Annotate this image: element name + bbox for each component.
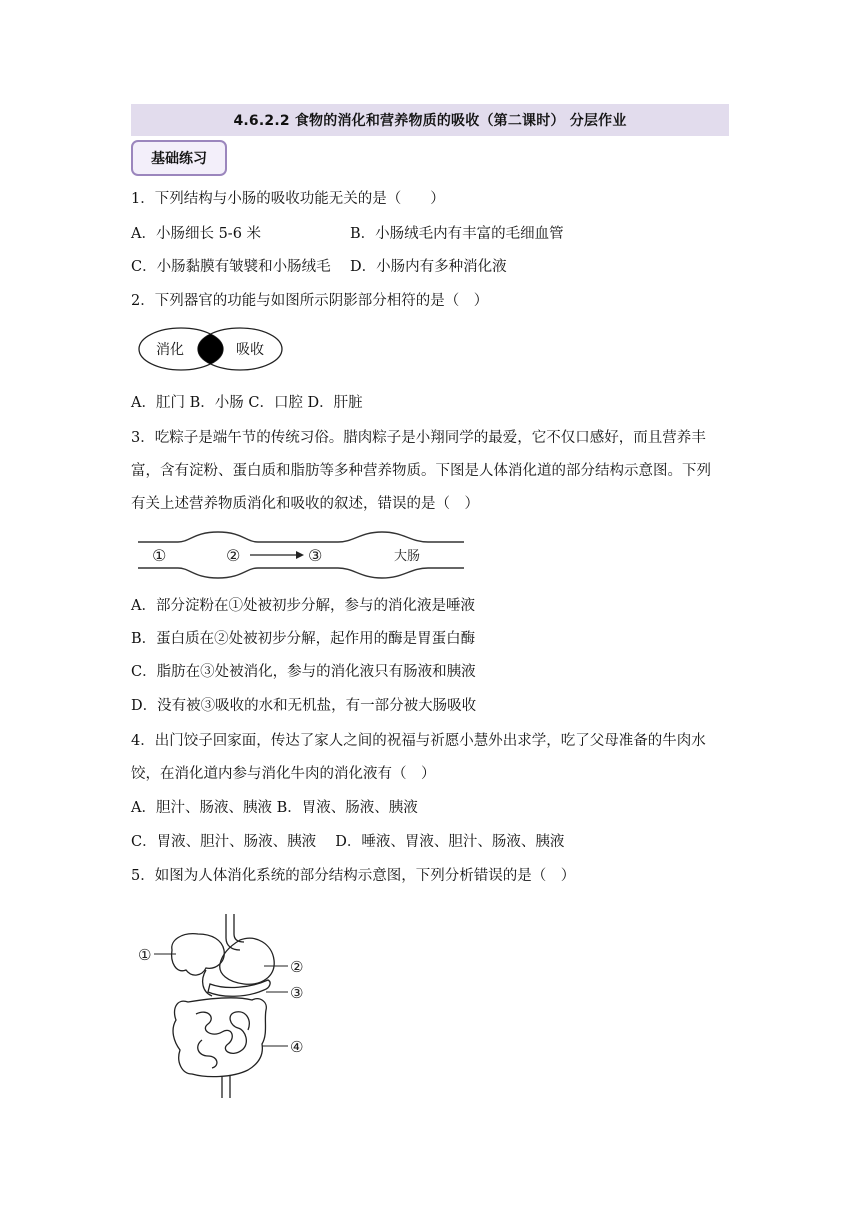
venn-left-label: 消化 [156,342,184,358]
question-3-stem-line-1: 3．吃粽子是端午节的传统习俗。腊肉粽子是小翔同学的最爱，它不仅口感好，而且营养丰 [131,430,706,446]
question-4-stem-line-1: 4．出门饺子回家面，传达了家人之间的祝福与祈愿小慧外出求学，吃了父母准备的牛肉水 [131,733,706,749]
question-2-options: A．肛门 B．小肠 C．口腔 D．肝脏 [131,395,363,411]
pancreas [208,980,270,996]
small-intestine [196,1012,249,1068]
organ-label-2: ② [290,958,304,976]
venn-diagram [138,326,284,372]
organ-label-3: ③ [290,984,304,1002]
tract-lower-outline [138,568,464,578]
question-3-option-b: B．蛋白质在②处被初步分解，起作用的酶是胃蛋白酶 [131,631,476,647]
question-3-option-d: D．没有被③吸收的水和无机盐，有一部分被大肠吸收 [131,698,477,714]
flow-arrowhead [296,551,304,559]
tract-label-1: ① [152,546,167,565]
question-3-option-c: C．脂肪在③处被消化，参与的消化液只有肠液和胰液 [131,664,476,680]
digestive-tract-diagram [138,530,464,580]
question-3-stem-line-3: 有关上述营养物质消化和吸收的叙述，错误的是（ ） [131,496,479,512]
digestive-system-diagram [136,910,316,1102]
organ-label-4: ④ [290,1038,304,1056]
question-1-option-c: C．小肠黏膜有皱襞和小肠绒毛 [131,259,331,275]
question-1-option-b: B．小肠绒毛内有丰富的毛细血管 [350,226,564,242]
question-1-option-d: D．小肠内有多种消化液 [350,259,507,275]
tract-upper-outline [138,532,464,542]
question-2-stem: 2．下列器官的功能与如图所示阴影部分相符的是（ ） [131,293,489,309]
tract-label-2: ② [226,546,241,565]
question-3-option-a: A．部分淀粉在①处被初步分解，参与的消化液是唾液 [131,598,475,614]
question-1-option-a: A．小肠细长 5-6 米 [131,226,262,242]
question-5-stem: 5．如图为人体消化系统的部分结构示意图，下列分析错误的是（ ） [131,868,576,884]
organ-label-1: ① [138,946,152,964]
question-4-stem-line-2: 饺，在消化道内参与消化牛肉的消化液有（ ） [131,766,436,782]
liver [172,934,225,975]
section-label: 基础练习 [131,140,227,176]
rectum [222,1076,230,1098]
question-1-stem: 1．下列结构与小肠的吸收功能无关的是（ ） [131,191,445,207]
tract-label-3: ③ [308,546,323,565]
large-intestine [173,998,266,1077]
esophagus [226,914,244,950]
question-4-options-ab: A．胆汁、肠液、胰液 B．胃液、肠液、胰液 [131,800,418,816]
tract-label-large-intestine: 大肠 [394,549,421,564]
question-4-options-cd: C．胃液、胆汁、肠液、胰液 D．唾液、胃液、胆汁、肠液、胰液 [131,834,565,850]
venn-right-label: 吸收 [236,342,264,358]
question-3-stem-line-2: 富，含有淀粉、蛋白质和脂肪等多种营养物质。下图是人体消化道的部分结构示意图。下列 [131,463,711,479]
page-title: 4.6.2.2 食物的消化和营养物质的吸收（第二课时） 分层作业 [131,104,729,136]
